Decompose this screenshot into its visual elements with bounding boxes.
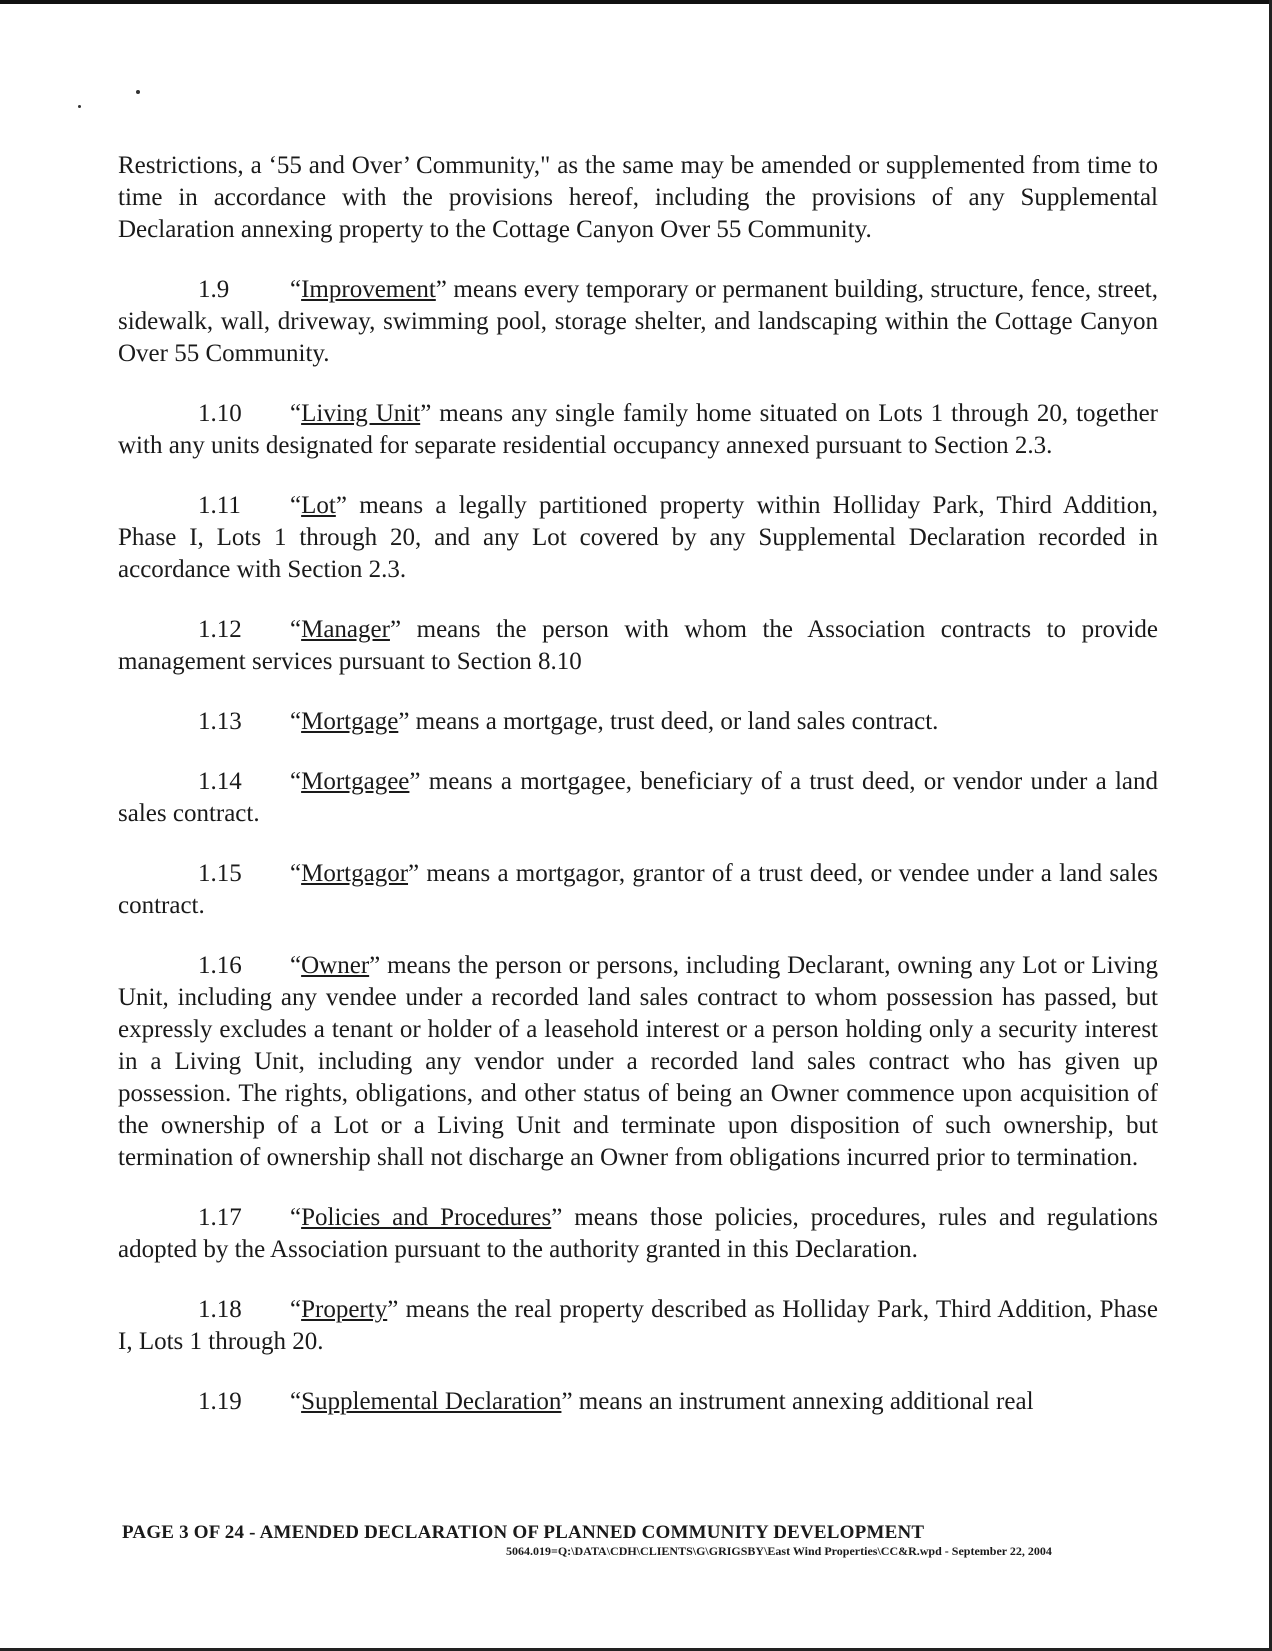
definition-number: 1.15 bbox=[198, 860, 242, 887]
definition-number: 1.16 bbox=[198, 952, 242, 979]
defined-term: Manager bbox=[301, 616, 390, 643]
defined-term: Lot bbox=[301, 492, 336, 519]
definition-number: 1.11 bbox=[198, 492, 241, 519]
defined-term: Mortgage bbox=[301, 708, 399, 735]
definition-number: 1.10 bbox=[198, 400, 242, 427]
defined-term: Owner bbox=[301, 952, 370, 979]
definition-paragraph: 1.10 “Living Unit” means any single family home situated on Lots 1 through 20, together with any units designated for separate residential occupancy annexed pursuant to Section 2.3. bbox=[118, 400, 1158, 459]
definition-number: 1.12 bbox=[198, 616, 242, 643]
defined-term: Mortgagor bbox=[301, 860, 409, 887]
defined-term: Mortgagee bbox=[301, 768, 410, 795]
definition-text: means an instrument annexing additional real bbox=[572, 1388, 1034, 1415]
definition-number: 1.17 bbox=[198, 1204, 242, 1231]
defined-term: Supplemental Declaration bbox=[301, 1388, 562, 1415]
definition-paragraph: 1.15 “Mortgagor” means a mortgagor, grantor of a trust deed, or vendee under a land sales contract. bbox=[118, 860, 1158, 919]
definition-paragraph: 1.16 “Owner” means the person or persons, including Declarant, owning any Lot or Living Unit, including any vendee under a recorded land sales contract to whom possession has passed, but expressly excludes a tenant or holder of a leasehold interest or a person holding only a security interest in a Living Unit, including any vendor under a recorded land sales contract who has given up possession. The rights, obligations, and other status of being an Owner commence upon acquisition of the ownership of a Lot or a Living Unit and terminate upon disposition of such ownership, but termination of ownership shall not discharge an Owner from obligations incurred prior to termination. bbox=[118, 952, 1158, 1171]
definition-number: 1.18 bbox=[198, 1296, 242, 1323]
definition-paragraph: 1.18 “Property” means the real property described as Holliday Park, Third Addition, Phase I, Lots 1 through 20. bbox=[118, 1296, 1158, 1355]
defined-term: Living Unit bbox=[301, 400, 421, 427]
scan-speck bbox=[136, 90, 140, 94]
definition-paragraph: 1.12 “Manager” means the person with whom the Association contracts to provide management services pursuant to Section 8.10 bbox=[118, 616, 1158, 675]
definition-paragraph: 1.9 “Improvement” means every temporary or permanent building, structure, fence, street, sidewalk, wall, driveway, swimming pool, storage shelter, and landscaping within the Cottage Canyon Over 55 Community. bbox=[118, 276, 1158, 367]
definition-paragraph: 1.17 “Policies and Procedures” means those policies, procedures, rules and regulations adopted by the Association pursuant to the authority granted in this Declaration. bbox=[118, 1204, 1158, 1263]
intro-paragraph: Restrictions, a ‘55 and Over’ Community," as the same may be amended or supplemented from time to time in accordance with the provisions hereof, including the provisions of any Supplemental Declaration annexing property to the Cottage Canyon Over 55 Community. bbox=[118, 152, 1158, 243]
scan-border-top bbox=[0, 0, 1272, 4]
definition-text: means the person with whom the Association contracts to provide management services pursuant to Section 8.10 bbox=[118, 616, 1158, 675]
footer-title: PAGE 3 OF 24 - AMENDED DECLARATION OF PLANNED COMMUNITY DEVELOPMENT bbox=[122, 1522, 925, 1543]
definition-number: 1.19 bbox=[198, 1388, 242, 1415]
definition-number: 1.13 bbox=[198, 708, 242, 735]
definition-text: means a mortgage, trust deed, or land sales contract. bbox=[409, 708, 939, 735]
definition-text: means every temporary or permanent building, structure, fence, street, sidewalk, wall, driveway, swimming pool, storage shelter, and landscaping within the Cottage Canyon Over 55 Community. bbox=[118, 276, 1158, 367]
definition-paragraph: 1.19 “Supplemental Declaration” means an instrument annexing additional real bbox=[118, 1386, 1158, 1418]
definition-text: means the person or persons, including Declarant, owning any Lot or Living Unit, including any vendee under a recorded land sales contract to whom possession has passed, but expressly excludes a tenant or holder of a leasehold interest or a person holding only a security interest in a Living Unit, including any vendor under a recorded land sales contract who has given up possession. The rights, obligations, and other status of being an Owner commence upon acquisition of the ownership of a Lot or a Living Unit and terminate upon disposition of such ownership, but termination of ownership shall not discharge an Owner from obligations incurred prior to termination. bbox=[118, 952, 1158, 1171]
page-footer bbox=[122, 1522, 1132, 1559]
definition-text: means a mortgagee, beneficiary of a trust deed, or vendor under a land sales contract. bbox=[118, 768, 1158, 827]
scan-speck bbox=[78, 105, 81, 108]
definition-paragraph: 1.13 “Mortgage” means a mortgage, trust deed, or land sales contract. bbox=[118, 706, 1158, 738]
definition-text: means a legally partitioned property within Holliday Park, Third Addition, Phase I, Lots 1 through 20, and any Lot covered by any Supplemental Declaration recorded in accordance with Section 2.3. bbox=[118, 492, 1158, 583]
definitions-list bbox=[118, 274, 1158, 1418]
definition-number: 1.9 bbox=[198, 276, 230, 303]
definition-text: means any single family home situated on Lots 1 through 20, together with any units designated for separate residential occupancy annexed pursuant to Section 2.3. bbox=[118, 400, 1158, 459]
definition-paragraph: 1.14 “Mortgagee” means a mortgagee, beneficiary of a trust deed, or vendor under a land sales contract. bbox=[118, 768, 1158, 827]
definition-text: means those policies, procedures, rules and regulations adopted by the Association pursuant to the authority granted in this Declaration. bbox=[118, 1204, 1158, 1263]
defined-term: Policies and Procedures bbox=[301, 1204, 552, 1231]
definition-number: 1.14 bbox=[198, 768, 242, 795]
definition-text: means the real property described as Holliday Park, Third Addition, Phase I, Lots 1 through 20. bbox=[118, 1296, 1158, 1355]
defined-term: Improvement bbox=[301, 276, 436, 303]
defined-term: Property bbox=[301, 1296, 388, 1323]
document-body bbox=[118, 150, 1158, 1446]
definition-text: means a mortgagor, grantor of a trust deed, or vendee under a land sales contract. bbox=[118, 860, 1158, 919]
footer-file-path: 5064.019=Q:\DATA\CDH\CLIENTS\G\GRIGSBY\East Wind Properties\CC&R.wpd - September 22, 2004 bbox=[506, 1544, 1052, 1558]
definition-paragraph: 1.11 “Lot” means a legally partitioned property within Holliday Park, Third Addition, Phase I, Lots 1 through 20, and any Lot covered by any Supplemental Declaration recorded in accordance with Section 2.3. bbox=[118, 492, 1158, 583]
